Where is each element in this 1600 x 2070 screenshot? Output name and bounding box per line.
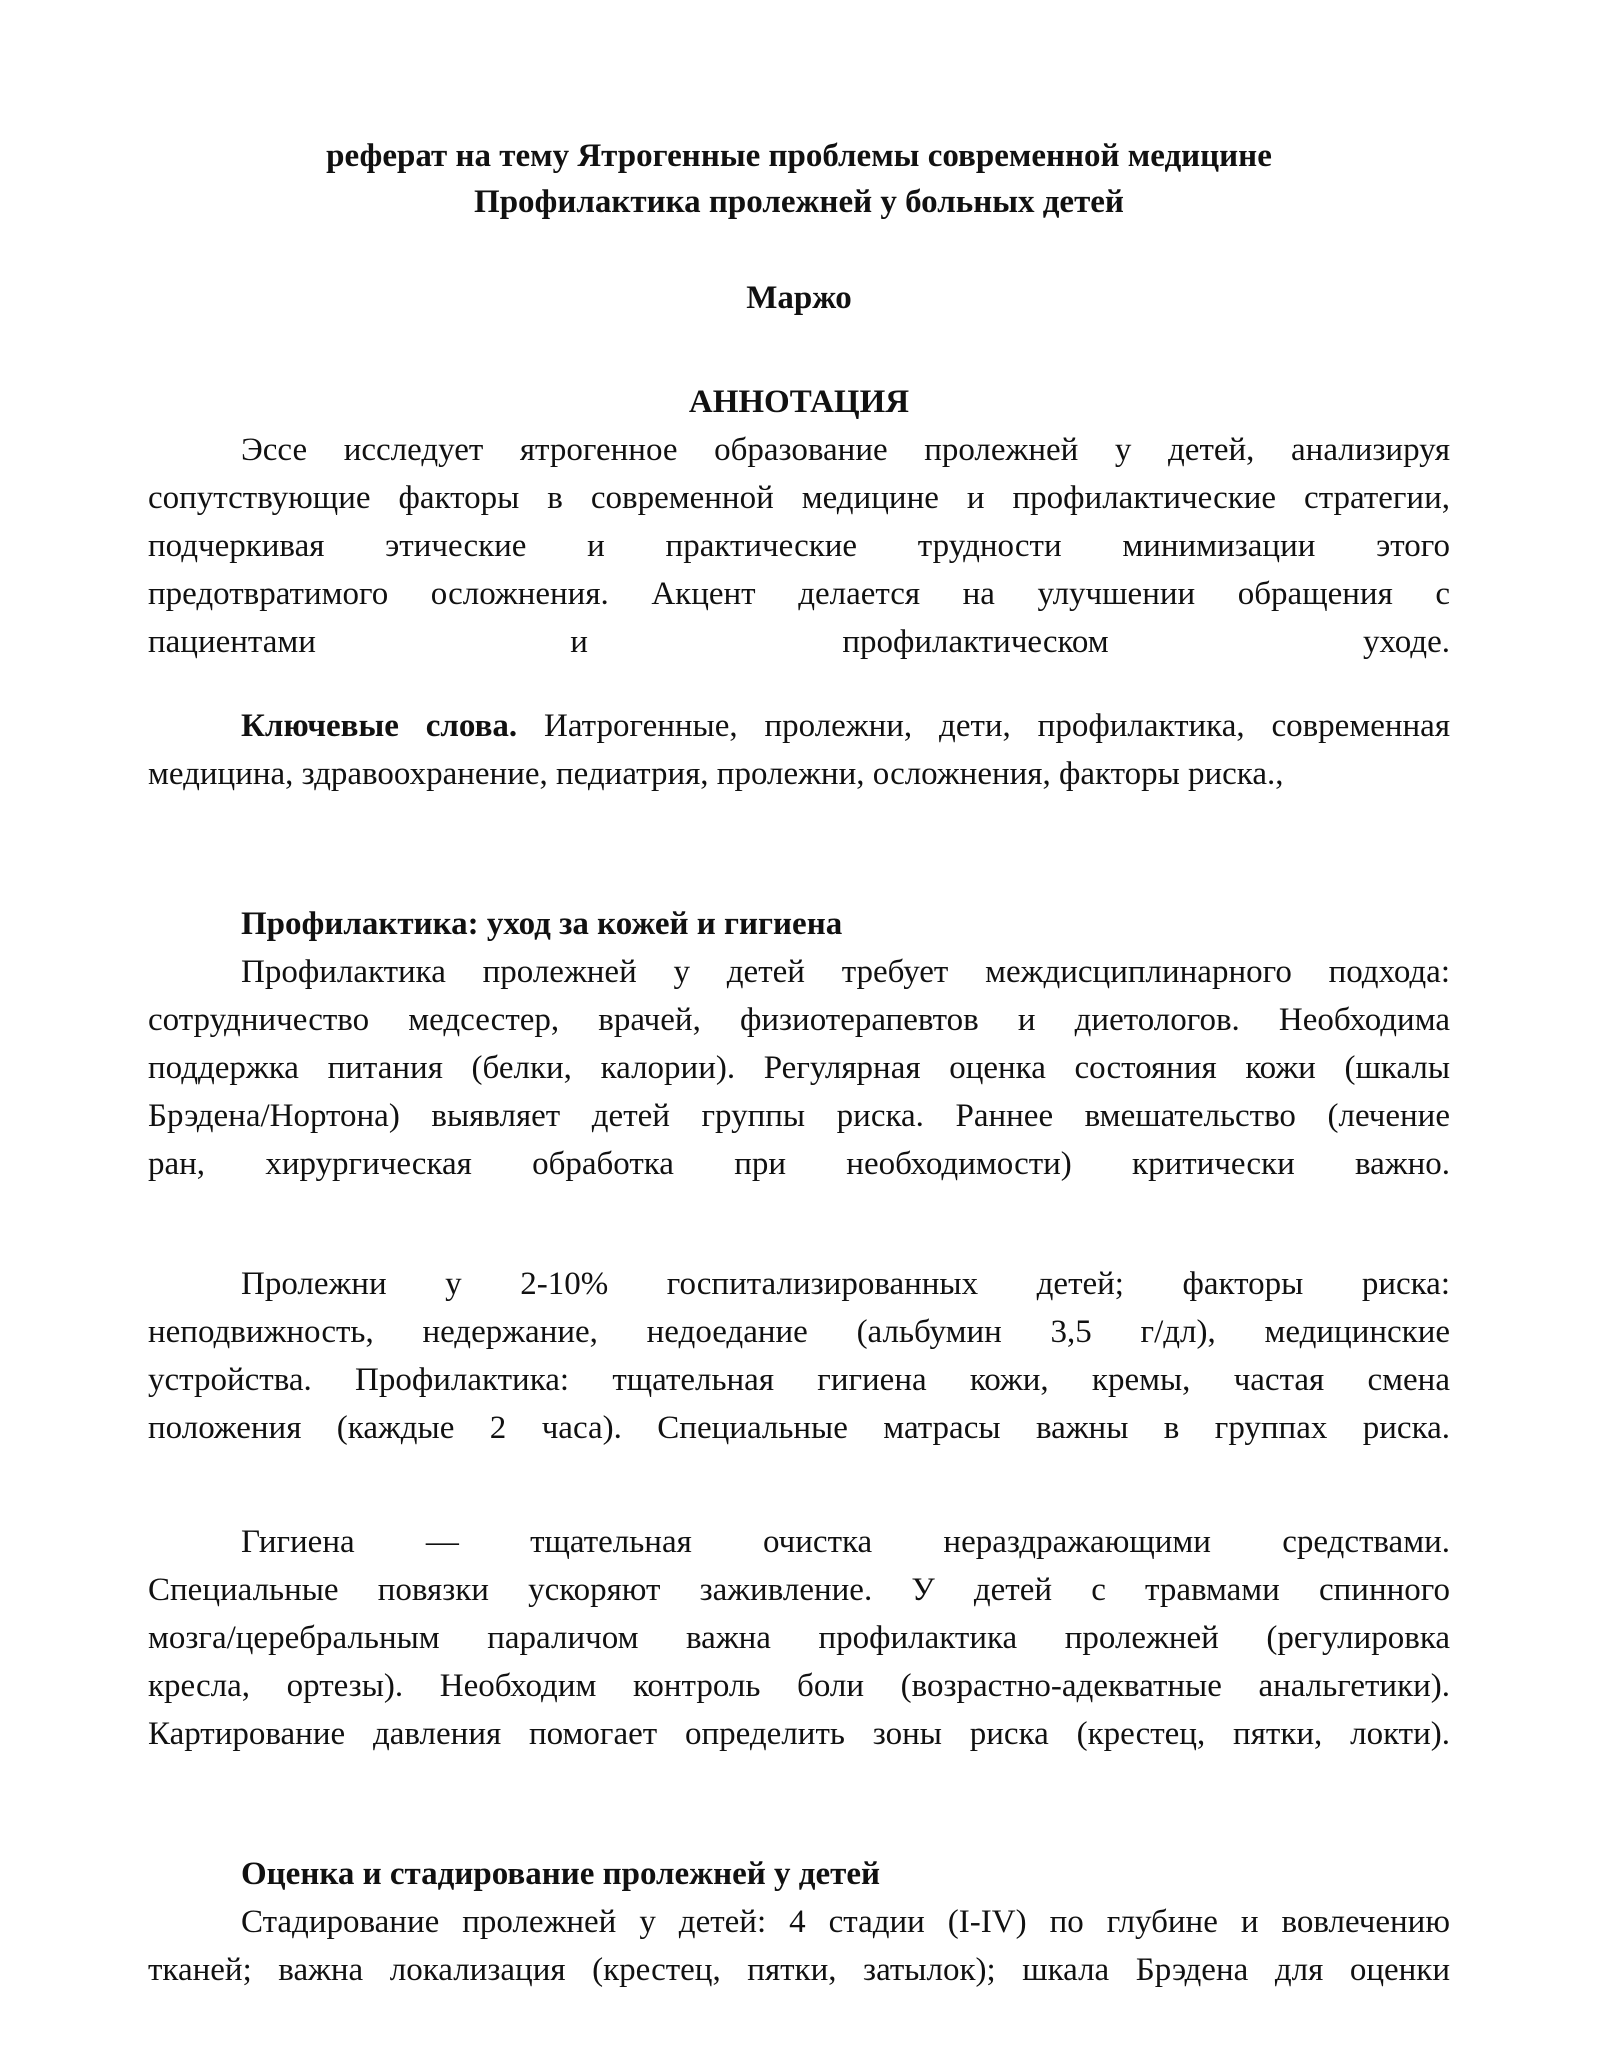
annotation-line: сопутствующие факторы в современной медицине и профилактические стратегии,	[148, 480, 1450, 516]
paragraph-line: Брэдена/Нортона) выявляет детей группы риска. Раннее вмешательство (лечение	[148, 1098, 1450, 1134]
annotation-line: Эссе исследует ятрогенное образование пролежней у детей, анализируя	[241, 432, 1450, 468]
annotation-line: предотвратимого осложнения. Акцент делается на улучшении обращения с	[148, 576, 1450, 612]
paragraph-line: Стадирование пролежней у детей: 4 стадии (I-IV) по глубине и вовлечению	[241, 1904, 1450, 1940]
document-author: Маржо	[746, 280, 852, 316]
paragraph-line: тканей; важна локализация (крестец, пятки, затылок); шкала Брэдена для оценки	[148, 1952, 1450, 1988]
paragraph-line: Специальные повязки ускоряют заживление. У детей с травмами спинного	[148, 1572, 1450, 1608]
paragraph-line: мозга/церебральным параличом важна профилактика пролежней (регулировка	[148, 1620, 1450, 1656]
annotation-line: подчеркивая этические и практические трудности минимизации этого	[148, 528, 1450, 564]
paragraph-line: поддержка питания (белки, калории). Регулярная оценка состояния кожи (шкалы	[148, 1050, 1450, 1086]
document-title-line-2: Профилактика пролежней у больных детей	[474, 184, 1124, 220]
paragraph-line: Пролежни у 2-10% госпитализированных детей; факторы риска:	[241, 1266, 1450, 1302]
paragraph-line: кресла, ортезы). Необходим контроль боли (возрастно-адекватные анальгетики).	[148, 1668, 1450, 1704]
keywords-text: Иатрогенные, пролежни, дети, профилактика, современная	[517, 708, 1450, 744]
keywords-line-2: медицина, здравоохранение, педиатрия, пролежни, осложнения, факторы риска.,	[148, 756, 1284, 792]
section-heading-assessment: Оценка и стадирование пролежней у детей	[241, 1856, 881, 1892]
annotation-line: пациентами и профилактическом уходе.	[148, 624, 1450, 660]
paragraph-line: устройства. Профилактика: тщательная гигиена кожи, кремы, частая смена	[148, 1362, 1450, 1398]
paragraph-line: сотрудничество медсестер, врачей, физиотерапевтов и диетологов. Необходима	[148, 1002, 1450, 1038]
paragraph-line: ран, хирургическая обработка при необходимости) критически важно.	[148, 1146, 1450, 1182]
paragraph-line: Картирование давления помогает определить зоны риска (крестец, пятки, локти).	[148, 1716, 1450, 1752]
paragraph-line: Гигиена — тщательная очистка нераздражающими средствами.	[241, 1524, 1450, 1560]
section-heading-prevention: Профилактика: уход за кожей и гигиена	[241, 906, 843, 942]
paragraph-line: неподвижность, недержание, недоедание (альбумин 3,5 г/дл), медицинские	[148, 1314, 1450, 1350]
paragraph-line: положения (каждые 2 часа). Специальные матрасы важны в группах риска.	[148, 1410, 1450, 1446]
paragraph-line: Профилактика пролежней у детей требует междисциплинарного подхода:	[241, 954, 1450, 990]
keywords-label: Ключевые слова.	[241, 708, 518, 744]
document-title-line-1: реферат на тему Ятрогенные проблемы современной медицине	[326, 138, 1272, 174]
keywords-line-1	[148, 702, 1450, 750]
annotation-heading: АННОТАЦИЯ	[688, 384, 910, 420]
